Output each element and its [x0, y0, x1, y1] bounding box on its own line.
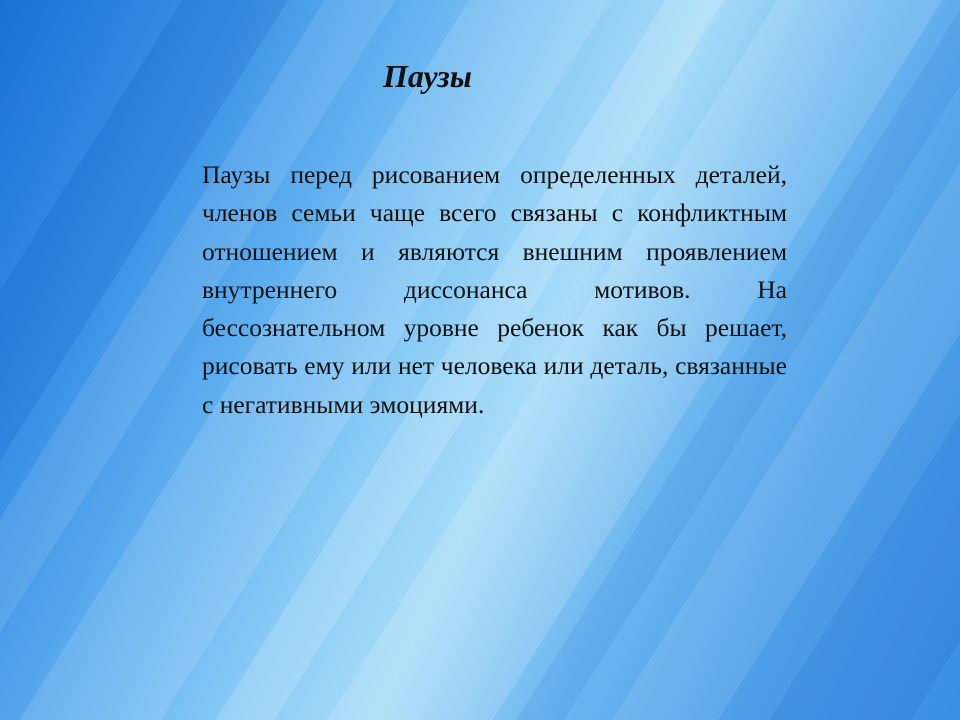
slide-body-text: Паузы перед рисованием определенных деталей, членов семьи чаще всего связаны с конфликтным отношением и являются внешним проявлением внутреннего диссонанса мотивов. На бессознательном уровне ребенок как бы решает, рисовать ему или нет человека или деталь, связанные с негативными эмоциями. — [202, 160, 787, 419]
slide-title: Паузы — [383, 58, 472, 94]
